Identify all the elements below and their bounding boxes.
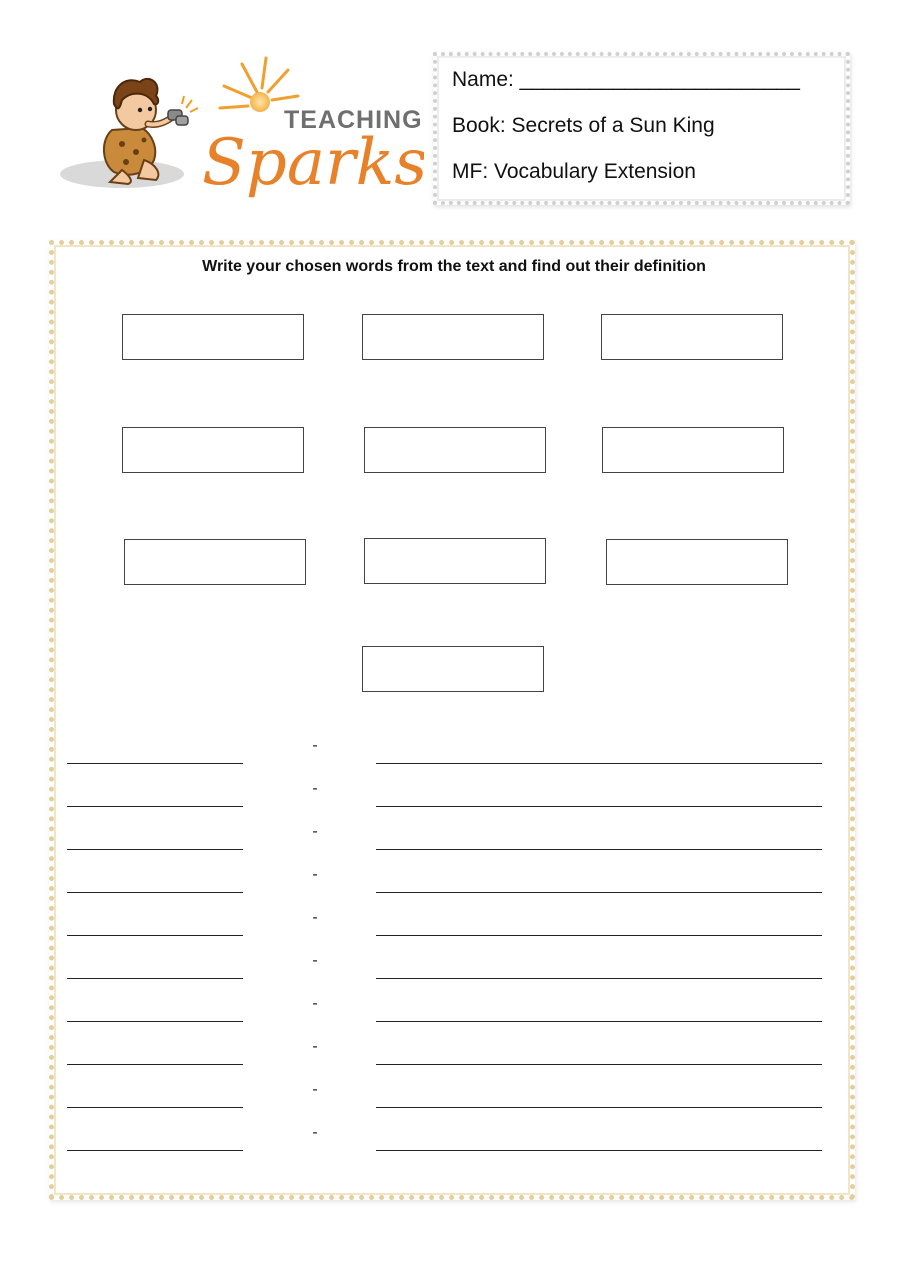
mf-label: MF: Vocabulary Extension xyxy=(452,160,696,183)
definition-row xyxy=(0,995,908,1027)
row-separator: - xyxy=(312,952,318,969)
teaching-sparks-logo xyxy=(52,52,424,202)
row-separator: - xyxy=(312,909,318,926)
definition-blank[interactable] xyxy=(376,788,822,807)
row-separator: - xyxy=(312,995,318,1012)
name-field[interactable]: Name: ________________________ xyxy=(452,68,800,91)
definition-row xyxy=(0,1081,908,1113)
row-separator: - xyxy=(312,866,318,883)
student-info-box xyxy=(433,52,850,205)
definition-row xyxy=(0,780,908,812)
definition-row xyxy=(0,737,908,769)
word-blank[interactable] xyxy=(67,1003,243,1022)
row-separator: - xyxy=(312,1038,318,1055)
word-blank[interactable] xyxy=(67,745,243,764)
row-separator: - xyxy=(312,823,318,840)
definition-blank[interactable] xyxy=(376,960,822,979)
logo-text-sparks: Sparks xyxy=(202,126,424,200)
row-separator: - xyxy=(312,1124,318,1141)
word-box-4[interactable] xyxy=(122,427,304,473)
definition-row xyxy=(0,866,908,898)
word-box-10[interactable] xyxy=(362,646,544,692)
definition-row xyxy=(0,1124,908,1156)
word-blank[interactable] xyxy=(67,831,243,850)
word-blank[interactable] xyxy=(67,1089,243,1108)
definition-blank[interactable] xyxy=(376,1046,822,1065)
definition-blank[interactable] xyxy=(376,874,822,893)
word-blank[interactable] xyxy=(67,917,243,936)
definition-row xyxy=(0,909,908,941)
caveman-mascot-icon xyxy=(52,52,424,202)
definition-blank[interactable] xyxy=(376,745,822,764)
word-blank[interactable] xyxy=(67,788,243,807)
definition-row xyxy=(0,823,908,855)
word-blank[interactable] xyxy=(67,960,243,979)
row-separator: - xyxy=(312,1081,318,1098)
definition-blank[interactable] xyxy=(376,1132,822,1151)
word-box-5[interactable] xyxy=(364,427,546,473)
definition-blank[interactable] xyxy=(376,1003,822,1022)
definition-row xyxy=(0,1038,908,1070)
word-box-2[interactable] xyxy=(362,314,544,360)
definition-blank[interactable] xyxy=(376,831,822,850)
book-label: Book: Secrets of a Sun King xyxy=(452,114,715,137)
word-blank[interactable] xyxy=(67,874,243,893)
word-blank[interactable] xyxy=(67,1046,243,1065)
instruction-heading: Write your chosen words from the text and find out their definition xyxy=(202,258,706,275)
row-separator: - xyxy=(312,780,318,797)
definition-blank[interactable] xyxy=(376,917,822,936)
definition-row xyxy=(0,952,908,984)
word-box-7[interactable] xyxy=(124,539,306,585)
definition-blank[interactable] xyxy=(376,1089,822,1108)
word-blank[interactable] xyxy=(67,1132,243,1151)
logo-text-teaching: TEACHING xyxy=(284,106,423,134)
row-separator: - xyxy=(312,737,318,754)
word-box-6[interactable] xyxy=(602,427,784,473)
word-box-3[interactable] xyxy=(601,314,783,360)
word-box-9[interactable] xyxy=(606,539,788,585)
word-box-1[interactable] xyxy=(122,314,304,360)
word-box-8[interactable] xyxy=(364,538,546,584)
